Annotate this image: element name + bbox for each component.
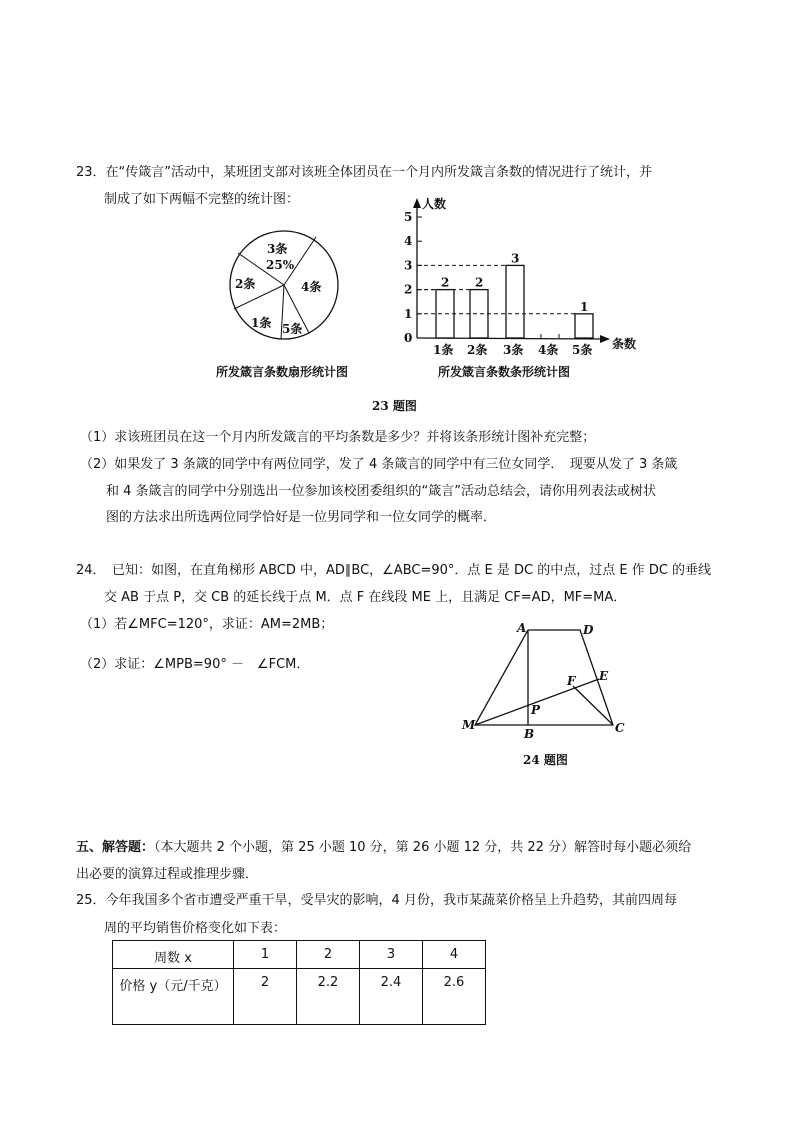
y-tick-label: 5 (404, 210, 413, 224)
x-tick-label: 4条 (538, 343, 559, 357)
bar-value-label: 2 (441, 275, 450, 290)
q23-part2-line3: 图的方法求出所选两位同学恰好是一位男同学和一位女同学的概率． (106, 510, 497, 525)
table-cell: 1 (234, 941, 297, 969)
y-axis-label: 人数 (422, 197, 447, 211)
bar (470, 290, 488, 338)
pie-title: 所发箴言条数扇形统计图 (216, 365, 349, 379)
table-cell: 4 (423, 941, 486, 969)
section5-heading: 五、解答题： (76, 840, 155, 855)
table-row (113, 969, 486, 1025)
bar-value-label: 2 (475, 275, 484, 290)
table-header-week: 周数 x (113, 941, 234, 969)
q23-line2: 制成了如下两幅不完整的统计图： (104, 192, 300, 207)
q23-line1: 23．在“传箴言”活动中，某班团支部对该班全体团员在一个月内所发箴言条数的情况进行了统计，并 (76, 165, 653, 180)
table-header-price: 价格 y（元/千克） (113, 969, 234, 1025)
y-tick-label: 3 (404, 258, 413, 273)
point-A: A (517, 621, 527, 635)
bar-chart (404, 196, 636, 379)
bar (506, 265, 524, 338)
pie-label-5: 5条 (282, 322, 303, 336)
q23-part2-line2: 和 4 条箴言的同学中分别选出一位参加该校团委组织的“箴言”活动总结会，请你用列表法或树状 (106, 484, 657, 499)
pie-label-4: 4条 (301, 280, 322, 294)
section5-desc: （本大题共 2 个小题，第 25 小题 10 分，第 26 小题 12 分，共 22 分）解答时每小题必须给 (154, 840, 692, 855)
x-tick-label: 5条 (572, 343, 593, 357)
bar-value-label: 3 (511, 251, 520, 266)
pie-label-1: 1条 (251, 316, 272, 330)
q24-line2: 交 AB 于点 P，交 CB 的延长线于点 M．点 F 在线段 ME 上，且满足 CF=AD，MF=MA． (104, 590, 627, 605)
x-axis-label: 条数 (612, 337, 637, 351)
table-cell: 2 (297, 941, 360, 969)
q24-part2: （2）求证：∠MPB=90° － ∠FCM． (80, 657, 310, 672)
table-cell: 2.4 (360, 969, 423, 1025)
y-tick-label: 2 (404, 282, 413, 297)
bar-value-label: 1 (580, 299, 589, 314)
point-E: E (599, 669, 609, 683)
q23-part2-line1: （2）如果发了 3 条箴的同学中有两位同学，发了 4 条箴言的同学中有三位女同学． 现要从发了 3 条箴 (80, 457, 678, 472)
x-tick-label: 1条 (433, 343, 454, 357)
table-cell: 2.2 (297, 969, 360, 1025)
x-tick-label: 3条 (503, 343, 524, 357)
q24-part1: （1）若∠MFC=120°，求证：AM=2MB； (80, 617, 334, 632)
y-tick-label: 0 (404, 331, 413, 345)
pie-label-25pct: 25% (266, 258, 295, 272)
bar-chart-title: 所发箴言条数条形统计图 (438, 365, 571, 379)
pie-label-2: 2条 (235, 277, 256, 291)
price-table (112, 940, 486, 1025)
point-C: C (615, 721, 625, 735)
y-axis-arrow-icon (413, 198, 421, 208)
table-cell: 2 (234, 969, 297, 1025)
q23-part1: （1）求该班团员在这一个月内所发箴言的平均条数是多少？并将该条形统计图补充完整； (80, 430, 596, 445)
point-F: F (567, 674, 576, 688)
x-axis-arrow-icon (600, 335, 610, 343)
q25-line1: 25．今年我国多个省市遭受严重干旱，受旱灾的影响，4 月份，我市某蔬菜价格呈上升趋势，其前四周每 (76, 893, 677, 908)
q24-line1: 24． 已知：如图，在直角梯形 ABCD 中，AD∥BC，∠ABC=90°．点 E 是 DC 的中点，过点 E 作 DC 的垂线 (76, 563, 712, 578)
q24-figure-caption: 24 题图 (523, 753, 568, 767)
y-tick-label: 4 (404, 234, 413, 249)
table-cell: 3 (360, 941, 423, 969)
point-P: P (531, 703, 541, 717)
q25-line2: 周的平均销售价格变化如下表： (104, 921, 287, 936)
bar (575, 314, 593, 338)
point-M: M (462, 718, 476, 732)
section5-line1 (76, 840, 691, 856)
table-cell: 2.6 (423, 969, 486, 1025)
section5-line2: 出必要的演算过程或推理步骤． (76, 867, 259, 882)
point-D: D (583, 623, 594, 637)
q23-figure-caption: 23 题图 (372, 399, 417, 413)
y-tick-label: 1 (404, 306, 413, 321)
table-row (113, 941, 486, 969)
trapezoid-figure (475, 630, 613, 725)
pie-chart (216, 231, 348, 379)
point-B: B (524, 727, 535, 741)
pie-label-3: 3条 (267, 242, 288, 256)
x-tick-label: 2条 (467, 343, 488, 357)
